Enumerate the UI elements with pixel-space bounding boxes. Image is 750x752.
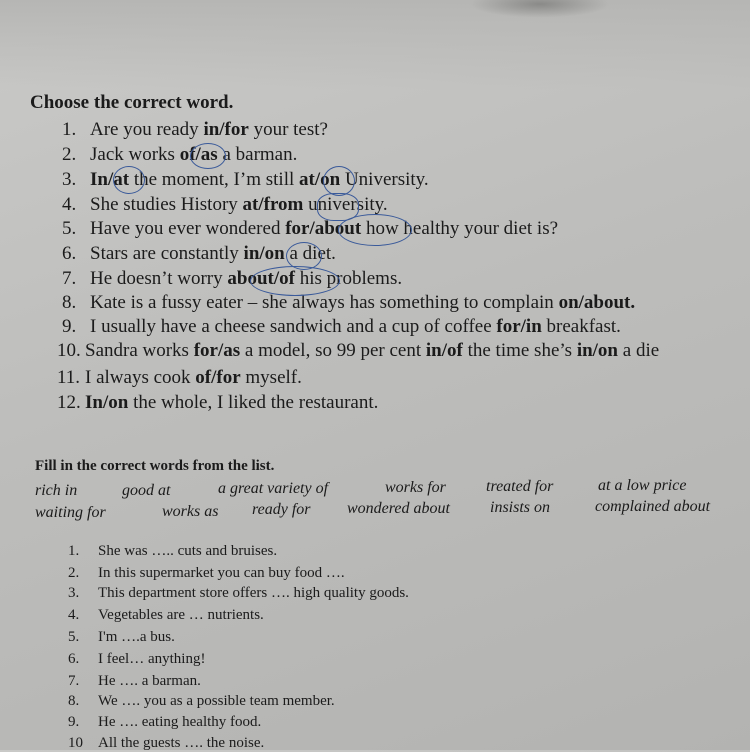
exercise2-heading: Fill in the correct words from the list.: [35, 458, 275, 474]
question-text: Are you ready: [90, 119, 204, 140]
sentence-text: She was ….. cuts and bruises.: [98, 543, 278, 559]
exercise1-heading: Choose the correct word.: [30, 92, 234, 113]
question-number: 4.: [62, 194, 77, 215]
exercise1-question: [62, 268, 402, 290]
question-number: 8.: [62, 292, 77, 313]
exercise1-question: [62, 119, 328, 141]
answer-options: of/for: [195, 367, 241, 388]
question-text: She studies History: [90, 194, 243, 215]
answer-options: for/in: [496, 316, 542, 337]
answer-options: on/about.: [558, 292, 636, 313]
word-great-variety: a great variety of: [218, 480, 329, 497]
exercise2-sentence: [68, 651, 205, 668]
question-text: Jack works: [90, 144, 180, 165]
sentence-number: 3.: [68, 585, 80, 601]
question-text: breakfast.: [541, 316, 621, 337]
word-treated-for: treated for: [486, 478, 554, 495]
exercise2-sentence: [68, 735, 264, 752]
question-text: myself.: [240, 367, 302, 388]
sentence-text: This department store offers …. high quality goods.: [98, 585, 409, 601]
sentence-text: Vegetables are … nutrients.: [98, 607, 264, 623]
question-number: 3.: [62, 169, 77, 190]
word-wondered-about: wondered about: [347, 500, 450, 517]
sentence-number: 7.: [68, 673, 80, 689]
sentence-text: All the guests …. the noise.: [98, 735, 265, 751]
exercise2-sentence: [68, 543, 277, 560]
question-text: a die: [618, 340, 660, 361]
question-number: 12.: [57, 392, 81, 413]
answer-options: for/as: [193, 340, 241, 361]
exercise2-sentence: [68, 693, 335, 710]
answer-options: in/of: [425, 340, 463, 361]
word-works-for: works for: [385, 479, 446, 496]
question-text: his problems.: [294, 268, 403, 289]
answer-options: In/on: [85, 392, 129, 413]
sentence-text: He …. a barman.: [98, 673, 201, 689]
word-works-as: works as: [162, 503, 219, 520]
answer-options: about/of: [227, 268, 295, 289]
sentence-number: 2.: [68, 565, 80, 581]
question-text: Kate is a fussy eater – she always has something to complain: [90, 292, 559, 313]
exercise1-question: [62, 316, 621, 338]
answer-options: In/at: [90, 169, 130, 190]
question-text: Have you ever wondered: [90, 218, 286, 239]
sentence-number: 6.: [68, 651, 80, 667]
question-number: 11.: [57, 367, 81, 388]
sentence-text: I'm ….a bus.: [98, 629, 175, 645]
sentence-number: 1.: [68, 543, 80, 559]
exercise1-question: [62, 292, 635, 314]
question-text: I usually have a cheese sandwich and a cup of coffee: [90, 316, 497, 337]
question-text: a model, so 99 per cent: [240, 340, 426, 361]
word-complained-about: complained about: [595, 498, 711, 515]
exercise2-sentence: [68, 673, 201, 690]
word-rich-in: rich in: [35, 482, 78, 499]
word-good-at: good at: [122, 482, 171, 499]
answer-options: in/for: [203, 119, 249, 140]
sentence-text: We …. you as a possible team member.: [98, 693, 335, 709]
exercise2-sentence: [68, 607, 264, 624]
exercise1-question: [57, 340, 659, 362]
answer-options: in/on: [243, 243, 285, 264]
question-text: the moment, I’m still: [129, 169, 300, 190]
question-text: the whole, I liked the restaurant.: [128, 392, 379, 413]
sentence-number: 4.: [68, 607, 80, 623]
word-insists-on: insists on: [490, 499, 551, 516]
answer-options: at/on: [299, 169, 341, 190]
sentence-number: 10: [68, 735, 83, 751]
question-number: 9.: [62, 316, 77, 337]
question-number: 1.: [62, 119, 77, 140]
word-waiting-for: waiting for: [35, 504, 106, 521]
question-text: the time she’s: [462, 340, 577, 361]
exercise1-question: [57, 367, 302, 389]
sentence-text: In this supermarket you can buy food ….: [98, 565, 345, 581]
question-text: a barman.: [217, 144, 298, 165]
sentence-number: 8.: [68, 693, 80, 709]
answer-options: in/on: [576, 340, 619, 361]
exercise2-sentence: [68, 565, 345, 582]
question-number: 2.: [62, 144, 77, 165]
question-text: how healthy your diet is?: [361, 218, 559, 239]
answer-options: at/from: [242, 194, 304, 215]
question-number: 6.: [62, 243, 77, 264]
question-text: a diet.: [284, 243, 336, 264]
sentence-number: 9.: [68, 714, 80, 730]
exercise1-question: [57, 392, 378, 414]
answer-options: of/as: [179, 144, 218, 165]
sentence-number: 5.: [68, 629, 80, 645]
word-ready-for: ready for: [252, 501, 311, 518]
exercise2-sentence: [68, 629, 175, 646]
exercise1-question: [62, 218, 558, 240]
exercise2-sentence: [68, 585, 409, 602]
question-text: He doesn’t worry: [90, 268, 228, 289]
exercise2-sentence: [68, 714, 261, 731]
sentence-text: I feel… anything!: [98, 651, 206, 667]
question-number: 7.: [62, 268, 77, 289]
answer-options: for/about: [285, 218, 362, 239]
question-text: your test?: [248, 119, 328, 140]
exercise1-question: [62, 144, 297, 166]
exercise1-question: [62, 194, 388, 216]
question-text: Sandra works: [85, 340, 194, 361]
question-number: 10.: [57, 340, 81, 361]
question-text: university.: [303, 194, 388, 215]
question-text: I always cook: [85, 367, 196, 388]
page-shadow: [0, 0, 750, 90]
exercise1-question: [62, 243, 336, 265]
word-low-price: at a low price: [598, 477, 687, 494]
exercise1-question: [62, 169, 429, 191]
question-text: University.: [340, 169, 429, 190]
question-number: 5.: [62, 218, 77, 239]
sentence-text: He …. eating healthy food.: [98, 714, 262, 730]
question-text: Stars are constantly: [90, 243, 244, 264]
